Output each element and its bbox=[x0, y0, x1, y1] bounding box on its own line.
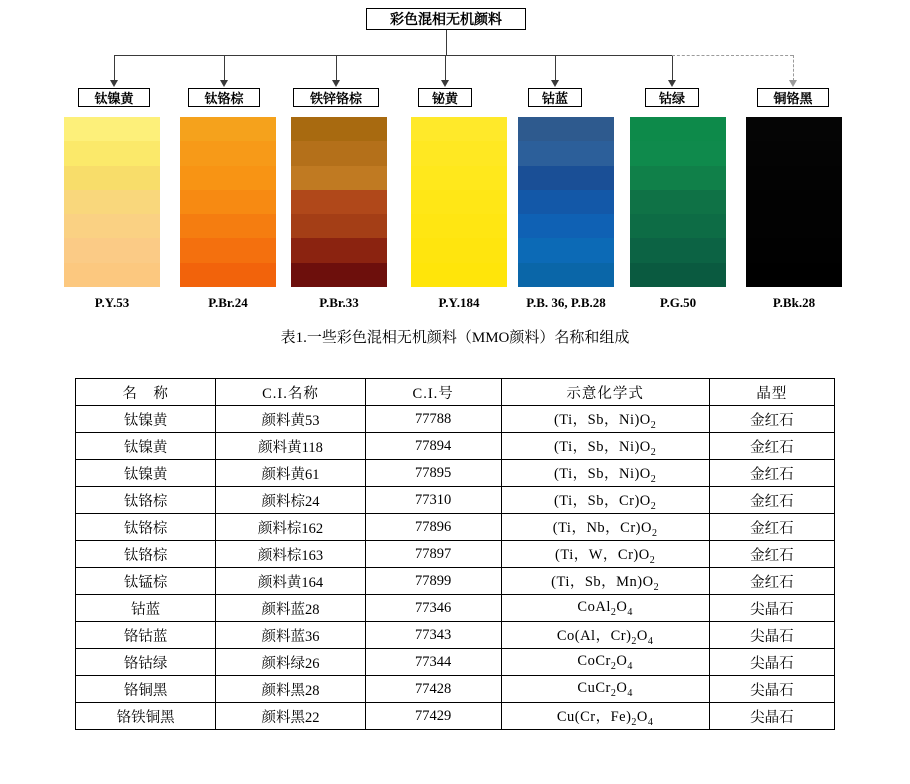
swatch-band bbox=[64, 117, 160, 141]
cell-name: 钛铬棕 bbox=[76, 514, 216, 541]
arrow-3 bbox=[332, 80, 340, 87]
swatch-band bbox=[630, 214, 726, 238]
swatch-band bbox=[518, 238, 614, 262]
cell-ci-name: 颜料绿26 bbox=[216, 649, 366, 676]
cell-ci-name: 颜料棕162 bbox=[216, 514, 366, 541]
swatch-band bbox=[180, 238, 276, 262]
drop-line-6 bbox=[672, 55, 673, 81]
swatch-iron-zinc-chrome-brown bbox=[291, 117, 387, 287]
diagram-node-4: 铋黄 bbox=[418, 88, 472, 107]
table-row bbox=[76, 487, 835, 514]
swatch-band bbox=[291, 238, 387, 262]
cell-crystal: 尖晶石 bbox=[709, 703, 834, 730]
swatch-band bbox=[180, 117, 276, 141]
swatch-band bbox=[291, 263, 387, 287]
header-name: 名 称 bbox=[76, 379, 216, 406]
swatch-band bbox=[746, 190, 842, 214]
swatch-band bbox=[411, 166, 507, 190]
cell-ci-name: 颜料黑22 bbox=[216, 703, 366, 730]
swatch-band bbox=[291, 141, 387, 165]
swatch-band bbox=[64, 263, 160, 287]
cell-formula: $CoAl_2O_4$ bbox=[501, 595, 709, 622]
table-row bbox=[76, 460, 835, 487]
swatch-band bbox=[746, 214, 842, 238]
cell-formula: (Ti，Nb，$Cr)O_2$ bbox=[501, 514, 709, 541]
swatch-band bbox=[411, 141, 507, 165]
cell-crystal: 尖晶石 bbox=[709, 676, 834, 703]
swatch-band bbox=[180, 141, 276, 165]
root-stem bbox=[446, 30, 447, 55]
swatch-copper-chrome-black bbox=[746, 117, 842, 287]
swatch-band bbox=[746, 166, 842, 190]
cell-crystal: 尖晶石 bbox=[709, 595, 834, 622]
swatch-band bbox=[64, 214, 160, 238]
swatch-code-5: P.B. 36, P.B.28 bbox=[526, 295, 606, 310]
header-formula: 示意化学式 bbox=[501, 379, 709, 406]
cell-ci-name: 颜料黄53 bbox=[216, 406, 366, 433]
cell-formula: (Ti，Sb，$Ni)O_2$ bbox=[501, 433, 709, 460]
table-row bbox=[76, 541, 835, 568]
diagram-node-6: 钴绿 bbox=[645, 88, 699, 107]
cell-name: 铬铜黑 bbox=[76, 676, 216, 703]
header-ci-no: C.I.号 bbox=[365, 379, 501, 406]
swatch-band bbox=[64, 238, 160, 262]
cell-name: 钛铬棕 bbox=[76, 541, 216, 568]
cell-name: 铬钴蓝 bbox=[76, 622, 216, 649]
cell-ci-name: 颜料黄164 bbox=[216, 568, 366, 595]
cell-formula: (Ti，Sb，$Mn)O_2$ bbox=[501, 568, 709, 595]
swatch-band bbox=[746, 238, 842, 262]
swatch-code-4: P.Y.184 bbox=[438, 295, 480, 310]
swatch-cobalt-green bbox=[630, 117, 726, 287]
drop-line-2 bbox=[224, 55, 225, 81]
swatch-band bbox=[630, 117, 726, 141]
header-crystal: 晶型 bbox=[709, 379, 834, 406]
swatch-band bbox=[630, 190, 726, 214]
table-row bbox=[76, 676, 835, 703]
cell-name: 钴蓝 bbox=[76, 595, 216, 622]
cell-ci-name: 颜料黄118 bbox=[216, 433, 366, 460]
diagram-node-5: 钴蓝 bbox=[528, 88, 582, 107]
arrow-dashed bbox=[789, 80, 797, 87]
cell-ci-no: 77310 bbox=[365, 487, 501, 514]
swatch-band bbox=[291, 166, 387, 190]
cell-ci-name: 颜料蓝28 bbox=[216, 595, 366, 622]
cell-crystal: 金红石 bbox=[709, 433, 834, 460]
cell-ci-name: 颜料蓝36 bbox=[216, 622, 366, 649]
cell-ci-no: 77343 bbox=[365, 622, 501, 649]
pigment-tree-diagram bbox=[0, 0, 910, 320]
arrow-5 bbox=[551, 80, 559, 87]
swatch-band bbox=[630, 166, 726, 190]
swatch-band bbox=[518, 263, 614, 287]
swatch-band bbox=[630, 238, 726, 262]
cell-formula: (Ti，Sb，$Cr)O_2$ bbox=[501, 487, 709, 514]
swatch-code-7: P.Bk.28 bbox=[772, 295, 816, 310]
table-header-row bbox=[76, 379, 835, 406]
diagram-node-7: 铜铬黑 bbox=[757, 88, 829, 107]
cell-formula: (Ti，W，$Cr)O_2$ bbox=[501, 541, 709, 568]
swatch-band bbox=[291, 214, 387, 238]
swatch-band bbox=[518, 117, 614, 141]
swatch-band bbox=[518, 141, 614, 165]
table-row bbox=[76, 568, 835, 595]
cell-name: 铬钴绿 bbox=[76, 649, 216, 676]
swatch-band bbox=[64, 190, 160, 214]
cell-ci-no: 77899 bbox=[365, 568, 501, 595]
cell-name: 钛镍黄 bbox=[76, 406, 216, 433]
swatch-band bbox=[518, 190, 614, 214]
cell-formula: $CuCr_2O_4$ bbox=[501, 676, 709, 703]
swatch-titanium-nickel-yellow bbox=[64, 117, 160, 287]
cell-name: 铬铁铜黑 bbox=[76, 703, 216, 730]
cell-ci-no: 77896 bbox=[365, 514, 501, 541]
cell-formula: (Ti，Sb，$Ni)O_2$ bbox=[501, 460, 709, 487]
swatch-band bbox=[291, 190, 387, 214]
cell-crystal: 金红石 bbox=[709, 541, 834, 568]
cell-crystal: 金红石 bbox=[709, 460, 834, 487]
cell-ci-no: 77788 bbox=[365, 406, 501, 433]
arrow-6 bbox=[668, 80, 676, 87]
cell-crystal: 金红石 bbox=[709, 487, 834, 514]
swatch-band bbox=[746, 141, 842, 165]
cell-ci-no: 77897 bbox=[365, 541, 501, 568]
diagram-node-1: 钛镍黄 bbox=[78, 88, 150, 107]
table-caption: 表1.一些彩色混相无机颜料（MMO颜料）名称和组成 bbox=[280, 330, 630, 346]
swatch-band bbox=[180, 166, 276, 190]
cell-ci-name: 颜料黑28 bbox=[216, 676, 366, 703]
swatch-code-1: P.Y.53 bbox=[94, 295, 130, 310]
cell-ci-no: 77894 bbox=[365, 433, 501, 460]
header-ci-name: C.I.名称 bbox=[216, 379, 366, 406]
diagram-node-3: 铁锌铬棕 bbox=[293, 88, 379, 107]
swatch-band bbox=[64, 141, 160, 165]
cell-crystal: 金红石 bbox=[709, 514, 834, 541]
cell-ci-name: 颜料棕24 bbox=[216, 487, 366, 514]
diagram-root-node: 彩色混相无机颜料 bbox=[366, 8, 526, 30]
table-row bbox=[76, 649, 835, 676]
cell-formula: Co(Al，$Cr)_2O_4$ bbox=[501, 622, 709, 649]
horizontal-bus bbox=[114, 55, 672, 56]
swatch-band bbox=[180, 214, 276, 238]
arrow-2 bbox=[220, 80, 228, 87]
cell-crystal: 尖晶石 bbox=[709, 622, 834, 649]
swatch-band bbox=[411, 263, 507, 287]
swatch-band bbox=[746, 117, 842, 141]
cell-ci-no: 77344 bbox=[365, 649, 501, 676]
swatch-band bbox=[411, 238, 507, 262]
swatch-band bbox=[518, 214, 614, 238]
drop-line-3 bbox=[336, 55, 337, 81]
cell-ci-no: 77895 bbox=[365, 460, 501, 487]
drop-line-1 bbox=[114, 55, 115, 81]
diagram-node-2: 钛铬棕 bbox=[188, 88, 260, 107]
swatch-band bbox=[64, 166, 160, 190]
cell-crystal: 金红石 bbox=[709, 568, 834, 595]
cell-ci-name: 颜料黄61 bbox=[216, 460, 366, 487]
dashed-drop bbox=[793, 55, 794, 81]
pigment-composition-table bbox=[75, 378, 835, 730]
arrow-4 bbox=[441, 80, 449, 87]
cell-ci-no: 77429 bbox=[365, 703, 501, 730]
swatch-band bbox=[411, 117, 507, 141]
cell-formula: (Ti，Sb，$Ni)O_2$ bbox=[501, 406, 709, 433]
table-row bbox=[76, 703, 835, 730]
arrow-1 bbox=[110, 80, 118, 87]
cell-ci-no: 77428 bbox=[365, 676, 501, 703]
cell-name: 钛铬棕 bbox=[76, 487, 216, 514]
swatch-titanium-chrome-brown bbox=[180, 117, 276, 287]
swatch-code-3: P.Br.33 bbox=[319, 295, 359, 310]
table-row bbox=[76, 622, 835, 649]
cell-formula: Cu(Cr，$Fe)_2O_4$ bbox=[501, 703, 709, 730]
cell-name: 钛镍黄 bbox=[76, 433, 216, 460]
cell-crystal: 尖晶石 bbox=[709, 649, 834, 676]
swatch-band bbox=[291, 117, 387, 141]
swatch-cobalt-blue bbox=[518, 117, 614, 287]
cell-crystal: 金红石 bbox=[709, 406, 834, 433]
swatch-band bbox=[630, 263, 726, 287]
swatch-band bbox=[746, 263, 842, 287]
swatch-band bbox=[180, 263, 276, 287]
swatch-bismuth-yellow bbox=[411, 117, 507, 287]
table-row bbox=[76, 514, 835, 541]
swatch-band bbox=[411, 190, 507, 214]
cell-ci-no: 77346 bbox=[365, 595, 501, 622]
swatch-band bbox=[518, 166, 614, 190]
swatch-band bbox=[630, 141, 726, 165]
swatch-band bbox=[411, 214, 507, 238]
table-row bbox=[76, 433, 835, 460]
cell-ci-name: 颜料棕163 bbox=[216, 541, 366, 568]
drop-line-5 bbox=[555, 55, 556, 81]
table-row bbox=[76, 595, 835, 622]
drop-line-4 bbox=[445, 55, 446, 81]
swatch-code-2: P.Br.24 bbox=[208, 295, 248, 310]
dashed-bus bbox=[672, 55, 793, 56]
cell-name: 钛锰棕 bbox=[76, 568, 216, 595]
swatch-code-6: P.G.50 bbox=[659, 295, 697, 310]
cell-name: 钛镍黄 bbox=[76, 460, 216, 487]
cell-formula: $CoCr_2O_4$ bbox=[501, 649, 709, 676]
swatch-band bbox=[180, 190, 276, 214]
table-row bbox=[76, 406, 835, 433]
